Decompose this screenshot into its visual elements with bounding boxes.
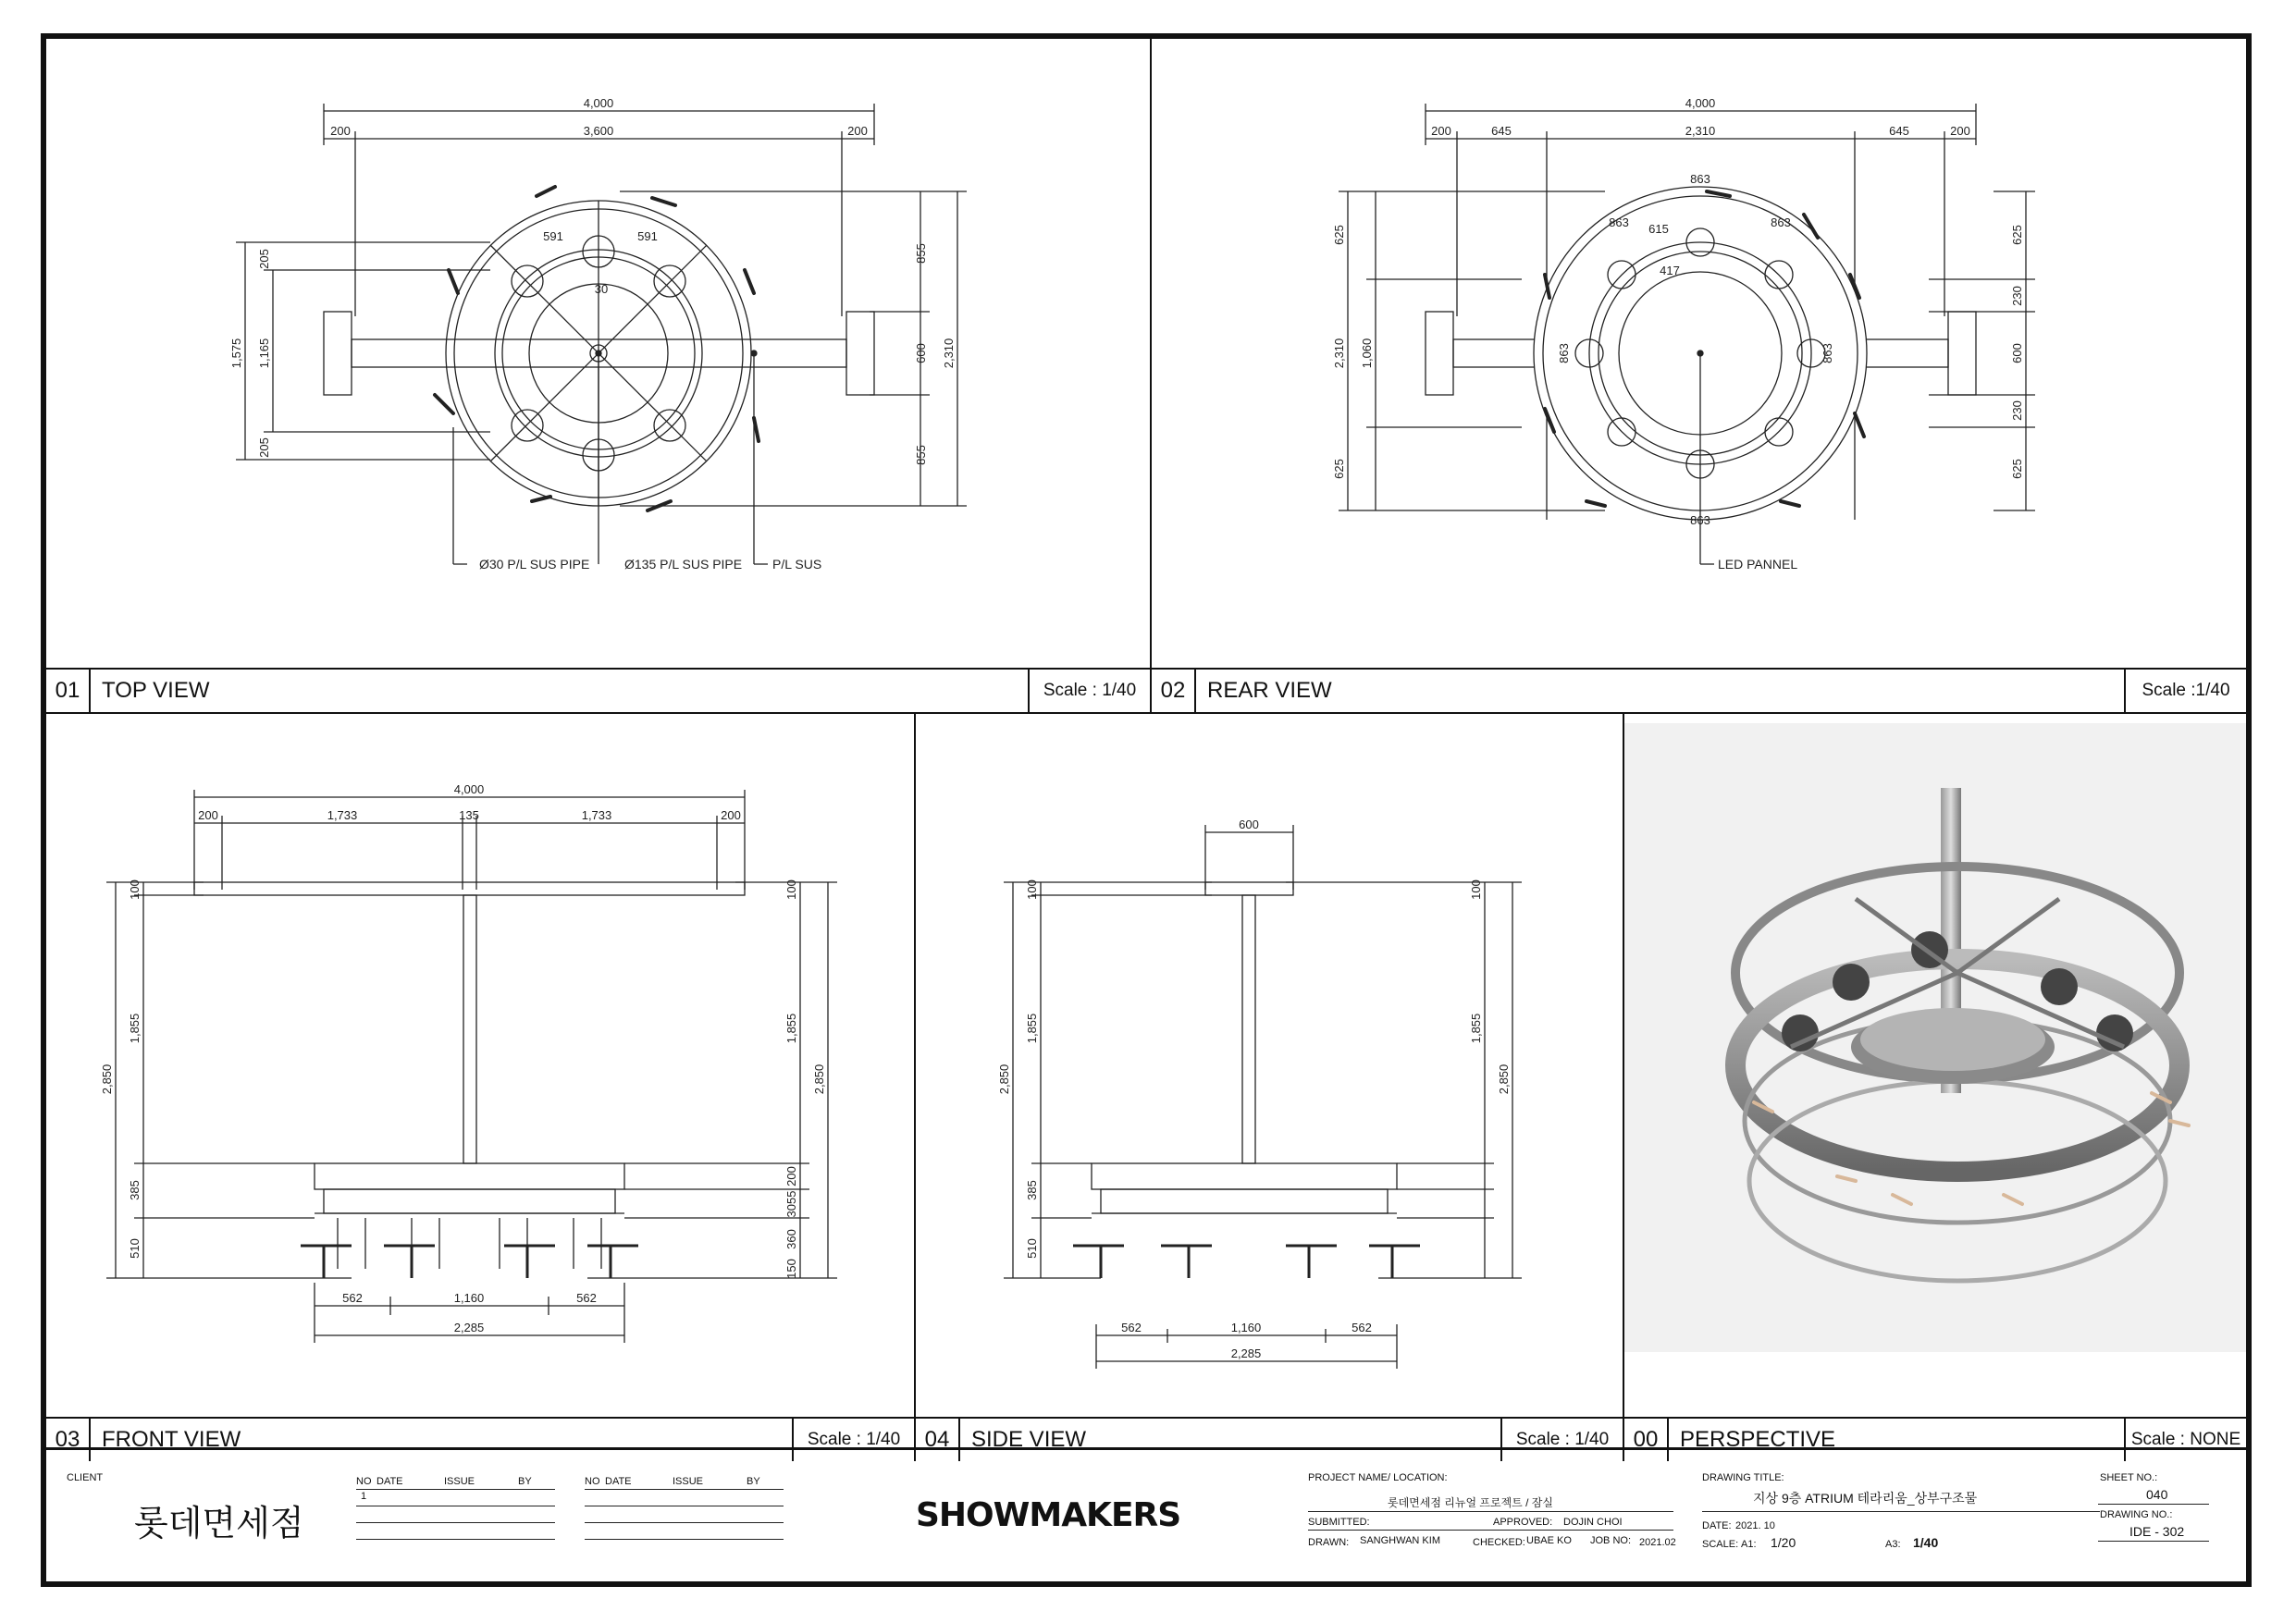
svg-text:2,285: 2,285 — [1230, 1346, 1262, 1360]
svg-text:1,855: 1,855 — [1469, 1013, 1483, 1044]
svg-text:645: 645 — [1889, 124, 1909, 138]
view-title: REAR VIEW — [1207, 678, 1332, 703]
revision-table-2: NO DATE ISSUE BY — [585, 1476, 784, 1550]
svg-text:230: 230 — [2010, 400, 2024, 421]
view-scale: Scale : 1/40 — [792, 1419, 914, 1461]
svg-text:100: 100 — [1469, 879, 1483, 900]
drawing-number: IDE - 302 — [2129, 1524, 2185, 1539]
svg-text:200: 200 — [847, 124, 868, 138]
svg-text:562: 562 — [342, 1291, 363, 1305]
svg-text:417: 417 — [1660, 264, 1680, 277]
svg-text:200: 200 — [330, 124, 351, 138]
svg-text:100: 100 — [1025, 879, 1039, 900]
svg-text:30: 30 — [594, 282, 609, 296]
svg-text:4,000: 4,000 — [583, 96, 614, 110]
top-view-panel — [46, 39, 1152, 712]
svg-text:562: 562 — [576, 1291, 597, 1305]
svg-text:2,310: 2,310 — [942, 338, 956, 369]
svg-text:1,855: 1,855 — [784, 1013, 798, 1044]
title-block: CLIENT 롯데면세점 NO DATE ISSUE BY 1 NO DATE ISSUE BY SHOWMAKERS PROJECT NAME/ LOCATION: 롯데면세점 리뉴얼 프로젝트 / 잠실 SUBMITTED: APPROVED: DOJIN CHOI DRAWN: SANGHWAN KIM CHECKED: UBAE KO JOB NO: 2021.02 DRAWING TITLE: 지상 9층 ATRIUM 테라리움_상부구조물 DATE: 2021. 10 SCALE: A1: 1/20 A3: 1/40 SHEET NO.: 040 DRAWING NO.: IDE - 302 — [46, 1447, 2246, 1581]
perspective-render — [1624, 714, 2246, 1420]
label-pipe30: Ø30 P/L SUS PIPE — [479, 557, 590, 572]
label-plsus: P/L SUS — [772, 557, 822, 572]
svg-text:2,310: 2,310 — [1685, 124, 1716, 138]
svg-text:1,855: 1,855 — [1025, 1013, 1039, 1044]
view-title: PERSPECTIVE — [1680, 1427, 1836, 1452]
svg-text:100: 100 — [128, 879, 142, 900]
front-view-panel — [46, 712, 916, 1461]
svg-text:385: 385 — [1025, 1180, 1039, 1200]
svg-text:200: 200 — [198, 808, 218, 822]
label-led-panel: LED PANNEL — [1718, 557, 1798, 572]
drawing-sheet — [41, 33, 2252, 1587]
svg-text:600: 600 — [2010, 343, 2024, 363]
svg-text:591: 591 — [637, 229, 658, 243]
svg-text:1,733: 1,733 — [581, 808, 612, 822]
svg-text:863: 863 — [1690, 172, 1710, 186]
top-view-drawing — [46, 39, 1152, 670]
svg-text:600: 600 — [1239, 818, 1259, 831]
svg-text:863: 863 — [1821, 343, 1834, 363]
svg-text:360: 360 — [784, 1229, 798, 1249]
svg-text:615: 615 — [1648, 222, 1669, 236]
front-view-drawing — [46, 714, 916, 1420]
label-pipe135: Ø135 P/L SUS PIPE — [624, 557, 743, 572]
svg-text:863: 863 — [1771, 215, 1791, 229]
svg-text:3,600: 3,600 — [583, 124, 614, 138]
svg-text:2,850: 2,850 — [100, 1064, 114, 1095]
view-title: FRONT VIEW — [102, 1427, 241, 1452]
svg-text:625: 625 — [1332, 459, 1346, 479]
client-label: CLIENT — [67, 1472, 104, 1483]
svg-text:200: 200 — [1431, 124, 1451, 138]
side-view-panel — [916, 712, 1624, 1461]
svg-text:1,060: 1,060 — [1360, 338, 1374, 369]
svg-text:385: 385 — [128, 1180, 142, 1200]
client-name: 롯데면세점 — [134, 1503, 304, 1543]
svg-text:150: 150 — [784, 1259, 798, 1279]
svg-text:562: 562 — [1352, 1321, 1372, 1334]
view-title: SIDE VIEW — [971, 1427, 1087, 1452]
view-scale: Scale : 1/40 — [1028, 670, 1150, 712]
svg-text:2,850: 2,850 — [997, 1064, 1011, 1095]
svg-text:100: 100 — [784, 879, 798, 900]
svg-text:4,000: 4,000 — [1685, 96, 1716, 110]
svg-text:2,850: 2,850 — [1497, 1064, 1511, 1095]
view-number: 00 — [1624, 1419, 1669, 1461]
svg-text:205: 205 — [257, 437, 271, 458]
svg-text:200: 200 — [784, 1166, 798, 1187]
svg-text:562: 562 — [1121, 1321, 1142, 1334]
rear-view-panel — [1152, 39, 2246, 712]
view-scale: Scale :1/40 — [2124, 670, 2246, 712]
rear-view-drawing — [1152, 39, 2246, 670]
view-scale: Scale : 1/40 — [1500, 1419, 1623, 1461]
svg-text:230: 230 — [2010, 286, 2024, 306]
view-scale: Scale : NONE — [2124, 1419, 2246, 1461]
svg-text:591: 591 — [543, 229, 563, 243]
top-view-caption — [46, 668, 1150, 712]
svg-text:1,733: 1,733 — [327, 808, 358, 822]
svg-text:625: 625 — [2010, 459, 2024, 479]
project-name: 롯데면세점 리뉴얼 프로젝트 / 잠실 — [1388, 1496, 1553, 1509]
view-number: 02 — [1152, 670, 1196, 712]
revision-table: NO DATE ISSUE BY 1 — [356, 1476, 555, 1550]
svg-text:2,310: 2,310 — [1332, 338, 1346, 369]
svg-text:863: 863 — [1609, 215, 1629, 229]
svg-text:200: 200 — [721, 808, 741, 822]
svg-text:600: 600 — [914, 343, 928, 363]
svg-text:4,000: 4,000 — [453, 782, 485, 796]
view-number: 03 — [46, 1419, 91, 1461]
brand-logo: SHOWMAKERS — [916, 1496, 1181, 1534]
svg-text:1,855: 1,855 — [128, 1013, 142, 1044]
svg-text:855: 855 — [914, 445, 928, 465]
svg-text:205: 205 — [257, 249, 271, 269]
svg-text:625: 625 — [1332, 225, 1346, 245]
svg-text:855: 855 — [914, 243, 928, 264]
svg-text:200: 200 — [1950, 124, 1970, 138]
view-title: TOP VIEW — [102, 678, 210, 703]
svg-text:1,575: 1,575 — [229, 338, 243, 369]
sheet-number: 040 — [2146, 1487, 2168, 1502]
svg-text:2,850: 2,850 — [812, 1064, 826, 1095]
drawing-title: 지상 9층 ATRIUM 테라리움_상부구조물 — [1753, 1491, 1978, 1506]
svg-text:625: 625 — [2010, 225, 2024, 245]
svg-text:863: 863 — [1557, 343, 1571, 363]
svg-text:863: 863 — [1690, 513, 1710, 527]
rear-view-caption — [1152, 668, 2246, 712]
view-number: 01 — [46, 670, 91, 712]
svg-text:135: 135 — [459, 808, 479, 822]
svg-text:510: 510 — [128, 1238, 142, 1259]
svg-text:3055: 3055 — [784, 1190, 798, 1218]
svg-text:1,165: 1,165 — [257, 338, 271, 369]
svg-text:1,160: 1,160 — [1230, 1321, 1262, 1334]
svg-text:645: 645 — [1491, 124, 1512, 138]
svg-text:2,285: 2,285 — [453, 1321, 485, 1334]
view-number: 04 — [916, 1419, 960, 1461]
svg-text:510: 510 — [1025, 1238, 1039, 1259]
side-view-drawing — [916, 714, 1624, 1420]
svg-text:1,160: 1,160 — [453, 1291, 485, 1305]
perspective-panel — [1624, 712, 2246, 1461]
